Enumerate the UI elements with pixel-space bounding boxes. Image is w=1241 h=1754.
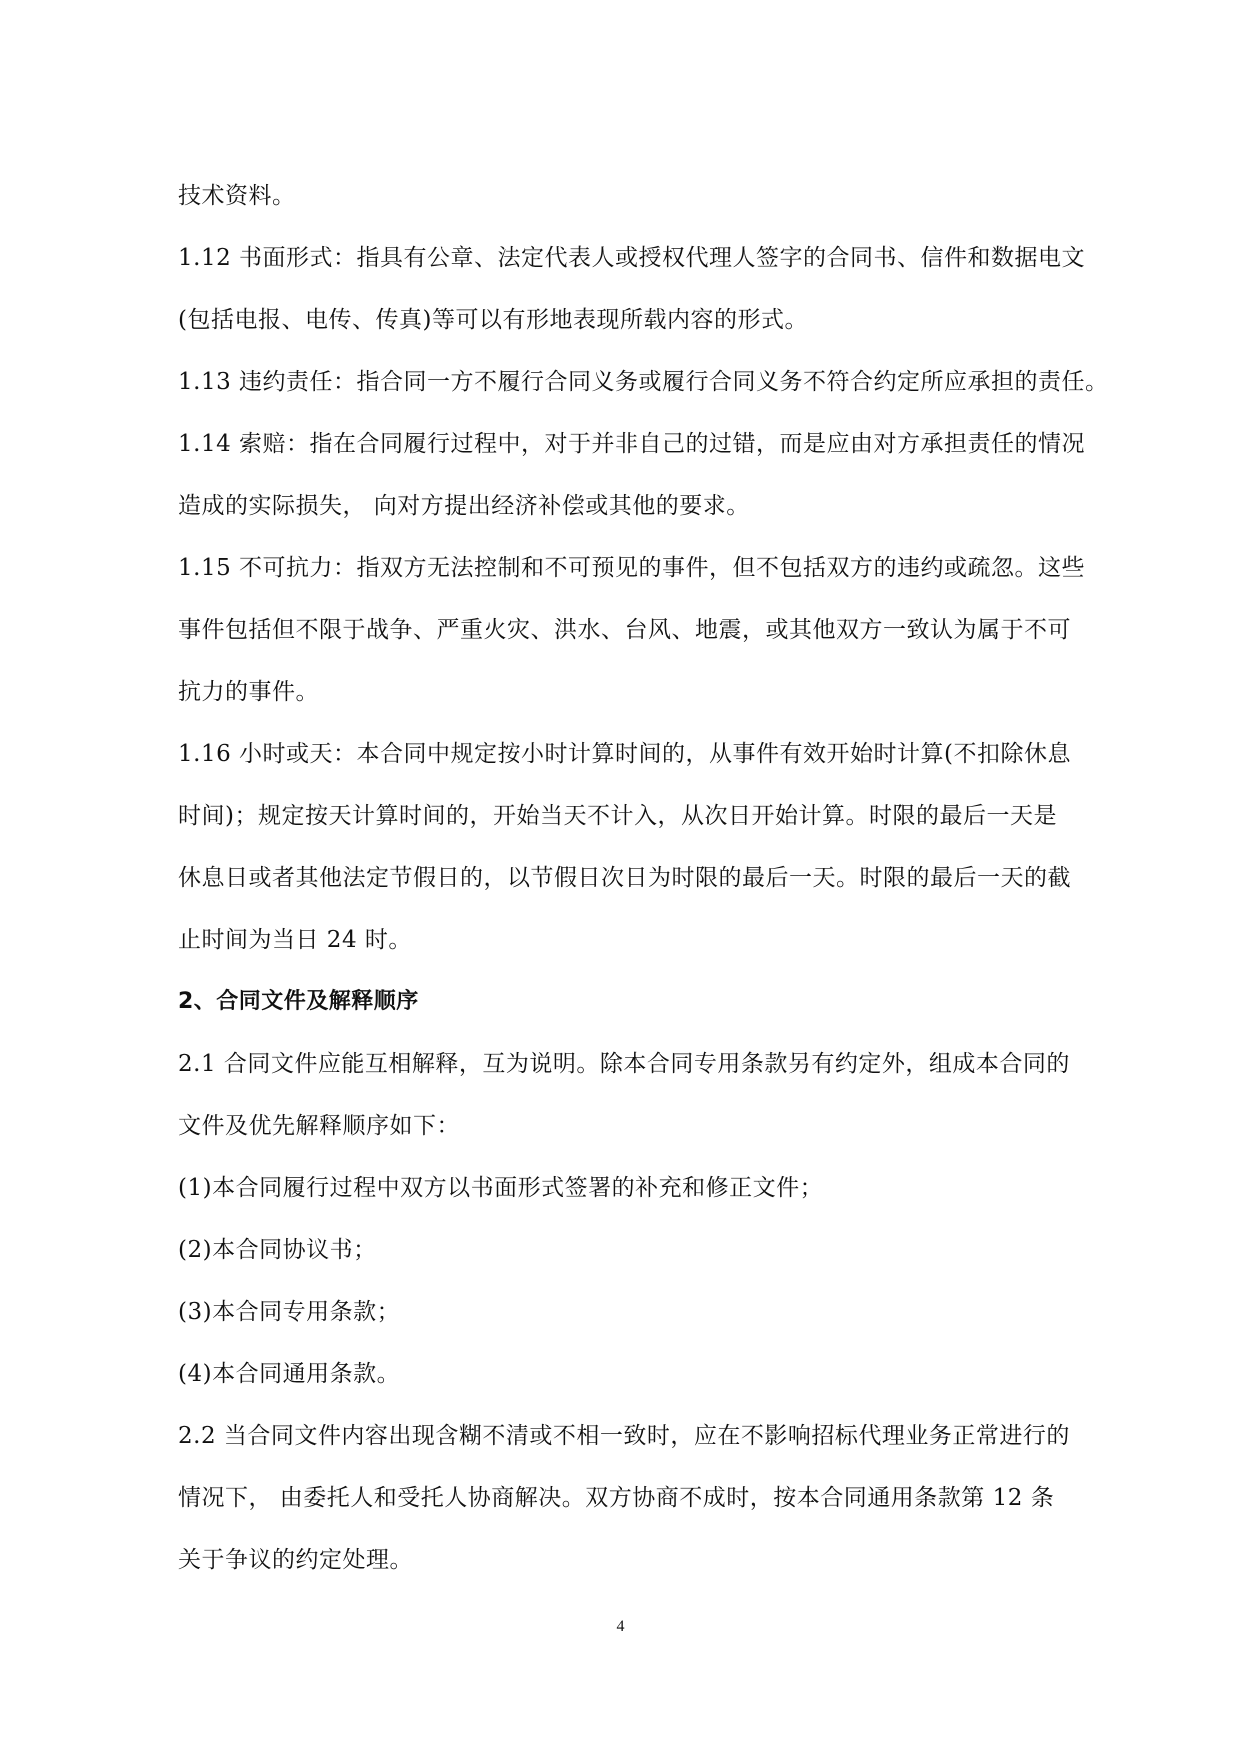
text-line: 2.2 当合同文件内容出现含糊不清或不相一致时，应在不影响招标代理业务正常进行的 bbox=[178, 1423, 1070, 1449]
text-line: (4)本合同通用条款。 bbox=[178, 1361, 401, 1387]
text-line: 休息日或者其他法定节假日的，以节假日次日为时限的最后一天。时限的最后一天的截 bbox=[178, 865, 1071, 891]
page-number: 4 bbox=[616, 1618, 625, 1635]
text-line: 文件及优先解释顺序如下： bbox=[178, 1113, 460, 1139]
text-line: 技术资料。 bbox=[178, 183, 296, 209]
section-heading: 2、合同文件及解释顺序 bbox=[178, 989, 419, 1014]
text-line: (包括电报、电传、传真)等可以有形地表现所载内容的形式。 bbox=[178, 307, 808, 333]
text-line: (1)本合同履行过程中双方以书面形式签署的补充和修正文件； bbox=[178, 1175, 824, 1201]
text-line: 2.1 合同文件应能互相解释，互为说明。除本合同专用条款另有约定外，组成本合同的 bbox=[178, 1051, 1070, 1077]
text-line: 1.14 索赔：指在合同履行过程中，对于并非自己的过错，而是应由对方承担责任的情况 bbox=[178, 431, 1086, 457]
text-line: 抗力的事件。 bbox=[178, 679, 319, 705]
text-line: 事件包括但不限于战争、严重火灾、洪水、台风、地震，或其他双方一致认为属于不可 bbox=[178, 617, 1071, 643]
text-line: 1.13 违约责任：指合同一方不履行合同义务或履行合同义务不符合约定所应承担的责任。 bbox=[178, 369, 1109, 395]
text-line: 止时间为当日 24 时。 bbox=[178, 927, 412, 953]
text-line: 情况下， 由委托人和受托人协商解决。双方协商不成时，按本合同通用条款第 12 条 bbox=[178, 1485, 1055, 1511]
text-line: 关于争议的约定处理。 bbox=[178, 1547, 413, 1573]
text-line: 时间)；规定按天计算时间的，开始当天不计入，从次日开始计算。时限的最后一天是 bbox=[178, 803, 1057, 829]
text-line: (3)本合同专用条款； bbox=[178, 1299, 401, 1325]
text-line: 1.15 不可抗力：指双方无法控制和不可预见的事件，但不包括双方的违约或疏忽。这些 bbox=[178, 555, 1086, 581]
text-line: 1.12 书面形式：指具有公章、法定代表人或授权代理人签字的合同书、信件和数据电文 bbox=[178, 245, 1086, 271]
document-body bbox=[178, 165, 1118, 1591]
text-line: 1.16 小时或天：本合同中规定按小时计算时间的，从事件有效开始时计算(不扣除休息 bbox=[178, 741, 1071, 767]
text-line: (2)本合同协议书； bbox=[178, 1237, 377, 1263]
text-line: 造成的实际损失， 向对方提出经济补偿或其他的要求。 bbox=[178, 493, 750, 519]
